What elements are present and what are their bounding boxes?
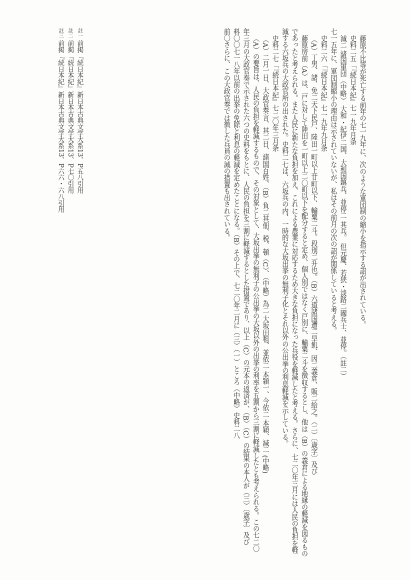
quoted-passage: （A）丁男、諸、免二天下民戸、陸田一町以上廿町以下、輸粟二斗。段別二升也。（B）六道諸国遭二旱飢、因二義倉、販二給之。（二）〔歳字〕及び xyxy=(309,35,318,475)
footnote-number: 註二 xyxy=(67,28,74,38)
footnote xyxy=(74,28,84,558)
source-citation: 史料二六「『続日本紀』七一九年九月条 xyxy=(319,34,328,151)
footnotes xyxy=(50,28,84,558)
footnote-number: 註三 xyxy=(57,28,64,38)
source-citation: 史料二七「『続日本紀』七二〇年三月条 xyxy=(270,34,279,151)
footnote xyxy=(55,28,65,558)
body-paragraph: 七一五年に、軍団制縮小の理由は示されていないが、私はその前月の次の詔が関係していると考える。 xyxy=(328,28,337,334)
footnote-text: 前掲『続日本紀』新日本古典文学大系13、P七〇引用 xyxy=(66,40,75,194)
quoted-passage: （A）二月一日、大政官奏言、其二日、諸国百姓、（B）負二其佃、税、頓（C）、（中略）為二 大坂田租、並依二 本穎一、今依二 本穎、減二 (中略) xyxy=(260,35,269,474)
footnote-text: 前掲『続日本紀』新日本古典文学大系13、P五八引用 xyxy=(76,40,84,194)
body-paragraph: 前〇さらに、この大政官奏では徴した兵員の減の措置も出されている。 xyxy=(222,28,231,241)
main-body-text xyxy=(54,28,366,558)
footnote-number: 註一 xyxy=(77,28,83,38)
footnote-text: 前掲『続日本紀』新日本古典文学大系13、P六六・六八引用 xyxy=(56,40,65,213)
footnote xyxy=(65,28,75,558)
body-paragraph: 藤原不比等が死亡する前年の七一九年に、次のような軍団制の縮小を指示する詔が出されている。 xyxy=(358,34,366,328)
body-paragraph: 料〇〇七一八年以前の出挙の免除と利息の軽減を定めたことになる。（B）その上で、七二〇年二月に（三）（一）ところ（中略）史料二八 xyxy=(231,28,240,439)
body-paragraph: （A）の要旨は、人民の負担を軽減するもので、その対象として、大坂出挙の無利子の公出挙の大坂以外の出挙の利率を五割から三割に軽減したとも考えられる。この七二〇年三月の大政官奏で示された六つの史料をもとに、人民の負担を三割に軽減するとした措置であり、以上（C）の元本の返済が、（B）（C）の結果の本人が（三）〔歳字〕及び xyxy=(241,28,260,552)
quoted-passage: 減二 諸国軍団（中略） 大和・紀伊二国、大和国鎮兵、並停二 其兵。 但元慶、若狭・淡路二國兵士、並停。（註二） xyxy=(338,34,347,380)
body-paragraph: 藤原房前（A）は、戸に対して陸田を一町以上二〇町以下を配分すると定め、個人別ではなく戸別に、輸粟二斗を徴収するとし、他は（B）の義倉による地縁の軽減を図るものであったと考えられる。また人民に新たな負担を加え、これによる農業に対応するため大きな負担になった兵役を軽減したと考える。さらに、七二〇年三月には人民の負担を軽減する六坂兵の大政官所の出された。史料二七は、六坂兵の内、一時的な大坂出挙の無利子化とそれ以外の公出挙の利息軽減を示している。 xyxy=(280,28,308,557)
source-citation: 史料二五「『続日本紀』七一九年月条 xyxy=(348,34,357,145)
